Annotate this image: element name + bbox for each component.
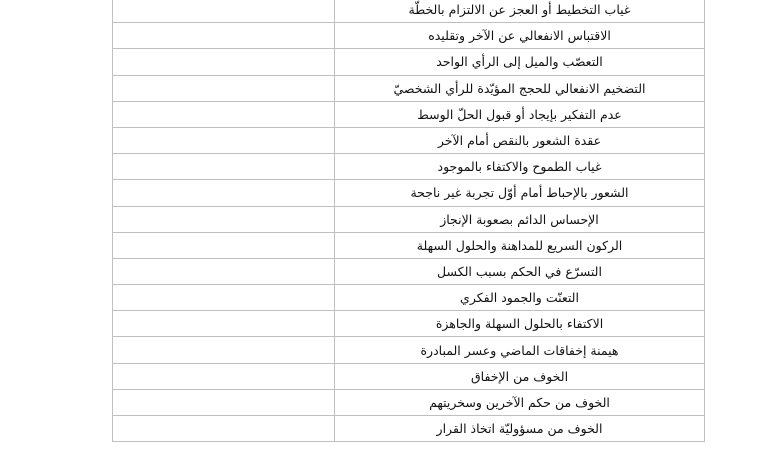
row-text: الركون السريع للمداهنة والحلول السهلة xyxy=(335,232,705,258)
row-text: هيمنة إخفاقات الماضي وعسر المبادرة xyxy=(335,337,705,363)
empty-cell xyxy=(113,285,335,311)
table-row xyxy=(113,389,705,415)
empty-cell xyxy=(113,0,335,23)
empty-cell xyxy=(113,258,335,284)
table-row xyxy=(113,416,705,442)
table-row xyxy=(113,49,705,75)
row-text: الخوف من الإخفاق xyxy=(335,363,705,389)
table-row xyxy=(113,337,705,363)
empty-cell xyxy=(113,206,335,232)
table-row xyxy=(113,363,705,389)
table-row xyxy=(113,75,705,101)
empty-cell xyxy=(113,389,335,415)
table-row xyxy=(113,206,705,232)
row-text: التضخيم الانفعالي للحجج المؤيّدة للرأي الشخصيّ xyxy=(335,75,705,101)
row-text: الاكتفاء بالحلول السهلة والجاهزة xyxy=(335,311,705,337)
empty-cell xyxy=(113,311,335,337)
row-text: التسرّع في الحكم بسبب الكسل xyxy=(335,258,705,284)
empty-cell xyxy=(113,180,335,206)
row-text: غياب الطموح والاكتفاء بالموجود xyxy=(335,154,705,180)
row-text: عدم التفكير بإيجاد أو قبول الحلّ الوسط xyxy=(335,101,705,127)
empty-cell xyxy=(113,101,335,127)
empty-cell xyxy=(113,416,335,442)
row-text: الشعور بالإحباط أمام أوّل تجربة غير ناجحة xyxy=(335,180,705,206)
table-row xyxy=(113,180,705,206)
empty-cell xyxy=(113,154,335,180)
table-row xyxy=(113,127,705,153)
row-text: الإحساس الدائم بصعوبة الإنجاز xyxy=(335,206,705,232)
table-row xyxy=(113,285,705,311)
row-text: الخوف من مسؤوليّة اتخاذ القرار xyxy=(335,416,705,442)
row-text: الاقتباس الانفعالي عن الآخر وتقليده xyxy=(335,23,705,49)
row-text: عقدة الشعور بالنقص أمام الآخر xyxy=(335,127,705,153)
table-row xyxy=(113,0,705,23)
empty-cell xyxy=(113,49,335,75)
empty-cell xyxy=(113,232,335,258)
row-text: الخوف من حكم الآخرين وسخريتهم xyxy=(335,389,705,415)
empty-cell xyxy=(113,363,335,389)
empty-cell xyxy=(113,127,335,153)
table-row xyxy=(113,232,705,258)
checklist-table-wrapper xyxy=(112,0,704,442)
table-row xyxy=(113,23,705,49)
empty-cell xyxy=(113,337,335,363)
empty-cell xyxy=(113,75,335,101)
empty-cell xyxy=(113,23,335,49)
table-row xyxy=(113,101,705,127)
row-text: غياب التخطيط أو العجز عن الالتزام بالخطّة xyxy=(335,0,705,23)
row-text: التعنّت والجمود الفكري xyxy=(335,285,705,311)
table-row xyxy=(113,154,705,180)
table-row xyxy=(113,258,705,284)
checklist-table xyxy=(112,0,705,442)
row-text: التعصّب والميل إلى الرأي الواحد xyxy=(335,49,705,75)
table-row xyxy=(113,311,705,337)
